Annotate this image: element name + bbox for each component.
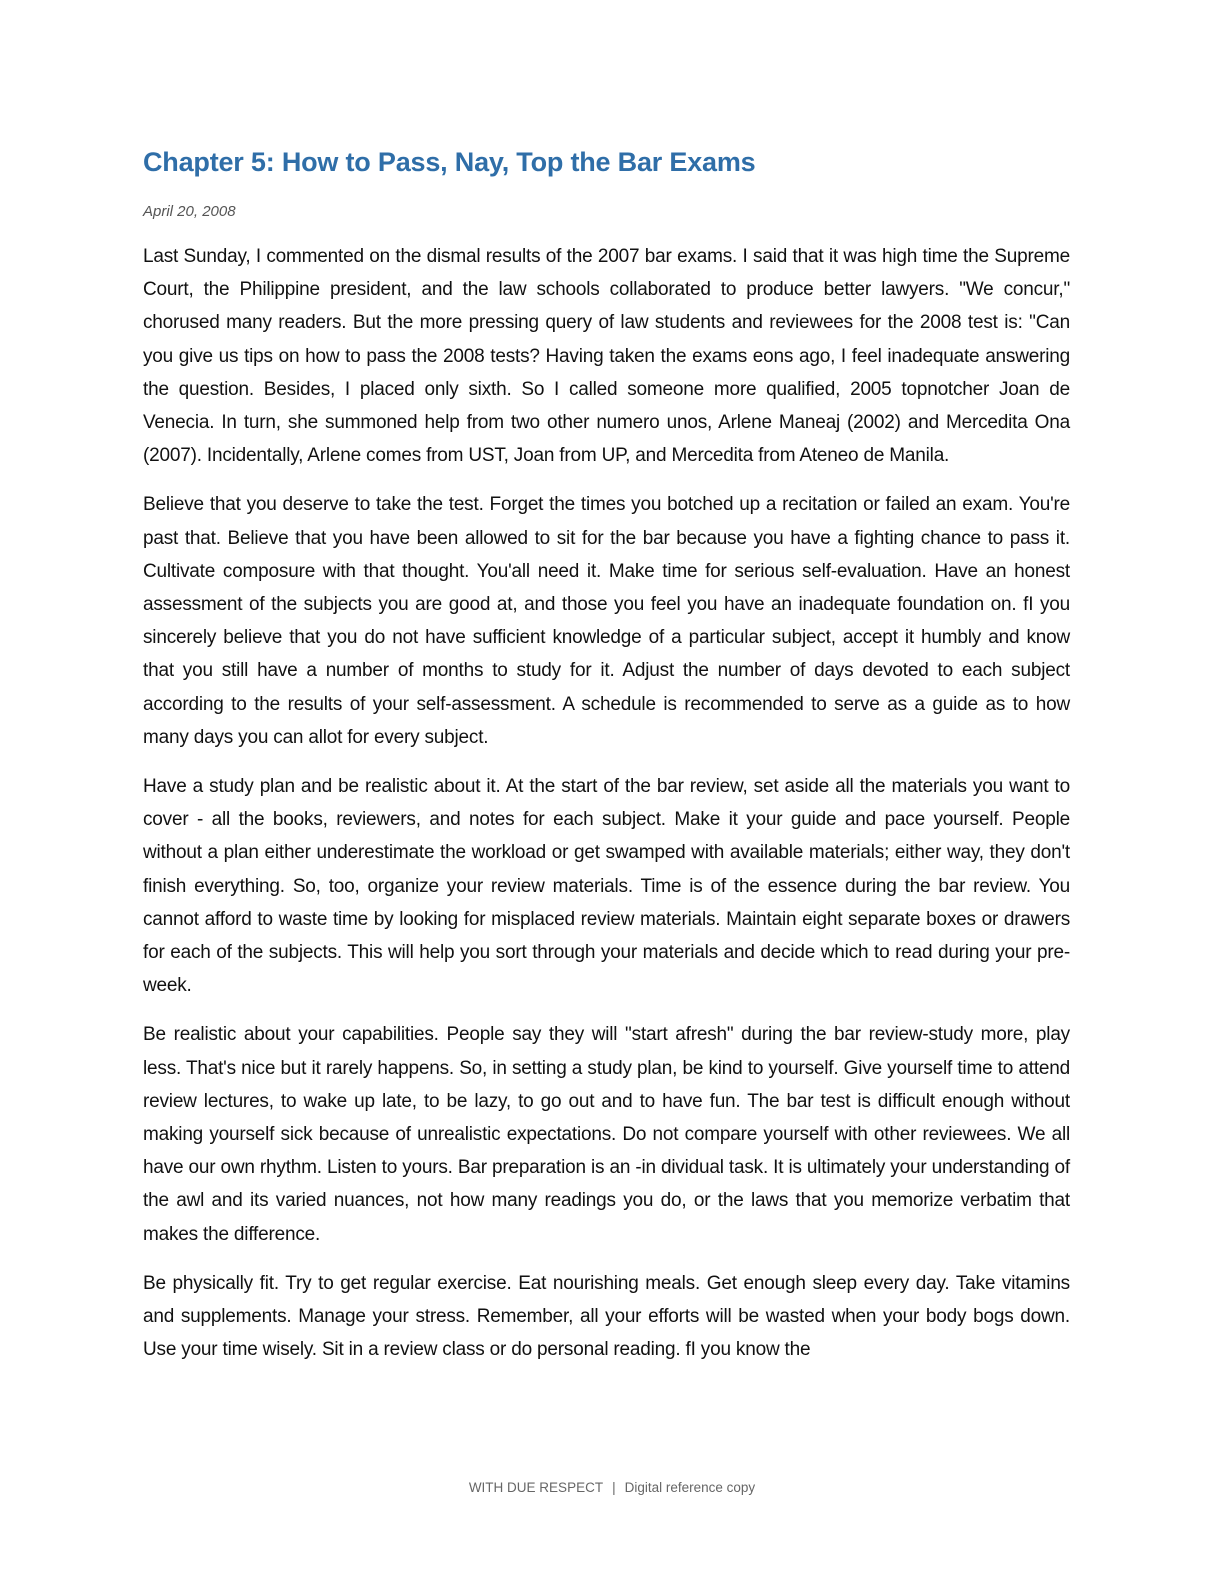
footer-separator: | [612,1480,616,1495]
paragraph: Be physically fit. Try to get regular exercise. Eat nourishing meals. Get enough sleep every day. Take vitamins and supplements. Manage your stress. Remember, all your efforts will be wasted when your body bogs down. Use your time wisely. Sit in a review class or do personal reading. fI you know the [143,1272,1070,1361]
document-page [143,140,1070,1383]
article-body [143,240,1070,1367]
chapter-title: Chapter 5: How to Pass, Nay, Top the Bar Exams [143,147,756,177]
paragraph: Have a study plan and be realistic about it. At the start of the bar review, set aside all the materials you want to cover - all the books, reviewers, and notes for each subject. Make it your guide and pace yourself. People without a plan either underestimate the workload or get swamped with available materials; either way, they don't finish everything. So, too, organize your review materials. Time is of the essence during the bar review. You cannot afford to waste time by looking for misplaced review materials. Maintain eight separate boxes or drawers for each of the subjects. This will help you sort through your materials and decide which to read during your pre-week. [143,776,1070,997]
footer-book-title: WITH DUE RESPECT [468,1480,604,1495]
page-footer [0,1478,1224,1498]
paragraph: Believe that you deserve to take the test. Forget the times you botched up a recitation or failed an exam. You're past that. Believe that you have been allowed to sit for the bar because you have a fighting chance to pass it. Cultivate composure with that thought. You'all need it. Make time for serious self-evaluation. Have an honest assessment of the subjects you are good at, and those you feel you have an inadequate foundation on. fI you sincerely believe that you do not have sufficient knowledge of a particular subject, accept it humbly and know that you still have a number of months to study for it. Adjust the number of days devoted to each subject according to the results of your self-assessment. A schedule is recommended to serve as a guide as to how many days you can allot for every subject. [143,494,1070,748]
paragraph: Be realistic about your capabilities. People say they will "start afresh" during the bar review-study more, play less. That's nice but it rarely happens. So, in setting a study plan, be kind to yourself. Give yourself time to attend review lectures, to wake up late, to be lazy, to go out and to have fun. The bar test is difficult enough without making yourself sick because of unrealistic expectations. Do not compare yourself with other reviewees. We all have our own rhythm. Listen to yours. Bar preparation is an -in dividual task. It is ultimately your understanding of the awl and its varied nuances, not how many readings you do, or the laws that you memorize verbatim that makes the difference. [143,1024,1070,1245]
paragraph: Last Sunday, I commented on the dismal results of the 2007 bar exams. I said that it was high time the Supreme Court, the Philippine president, and the law schools collaborated to produce better lawyers. "We concur," chorused many readers. But the more pressing query of law students and reviewees for the 2008 test is: "Can you give us tips on how to pass the 2008 tests? Having taken the exams eons ago, I feel inadequate answering the question. Besides, I placed only sixth. So I called someone more qualified, 2005 topnotcher Joan de Venecia. In turn, she summoned help from two other numero unos, Arlene Maneaj (2002) and Mercedita Ona (2007). Incidentally, Arlene comes from UST, Joan from UP, and Mercedita from Ateneo de Manila. [143,246,1070,467]
footer-copy-note: Digital reference copy [624,1480,756,1495]
publication-date: April 20, 2008 [143,203,236,220]
